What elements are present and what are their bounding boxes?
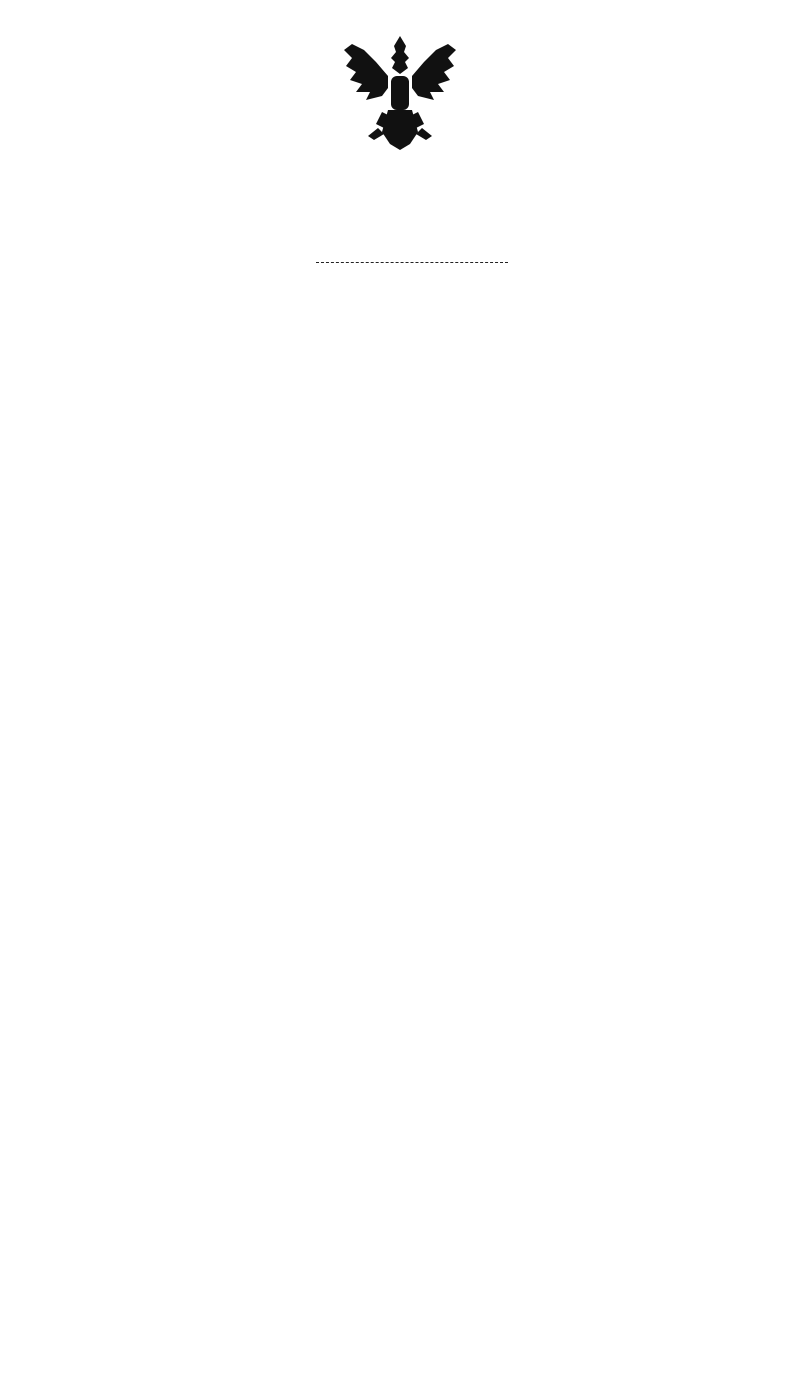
intro-paragraph	[24, 288, 780, 502]
qualification-item	[24, 1136, 794, 1198]
qualification-item	[24, 909, 794, 939]
position-row	[58, 727, 578, 757]
qualification-item	[24, 939, 794, 1001]
qualification-item	[24, 849, 794, 879]
qualification-item	[24, 1047, 794, 1109]
qualification-item	[24, 1106, 794, 1136]
title-separator	[316, 262, 508, 263]
position-row	[58, 577, 578, 607]
position-row	[58, 637, 578, 667]
position-row	[58, 697, 578, 727]
qualification-item	[24, 999, 794, 1029]
garuda-emblem-icon	[338, 32, 462, 156]
qualification-item	[24, 879, 794, 909]
position-row	[58, 607, 578, 637]
qualification-item	[24, 1198, 794, 1292]
position-row	[58, 667, 578, 697]
